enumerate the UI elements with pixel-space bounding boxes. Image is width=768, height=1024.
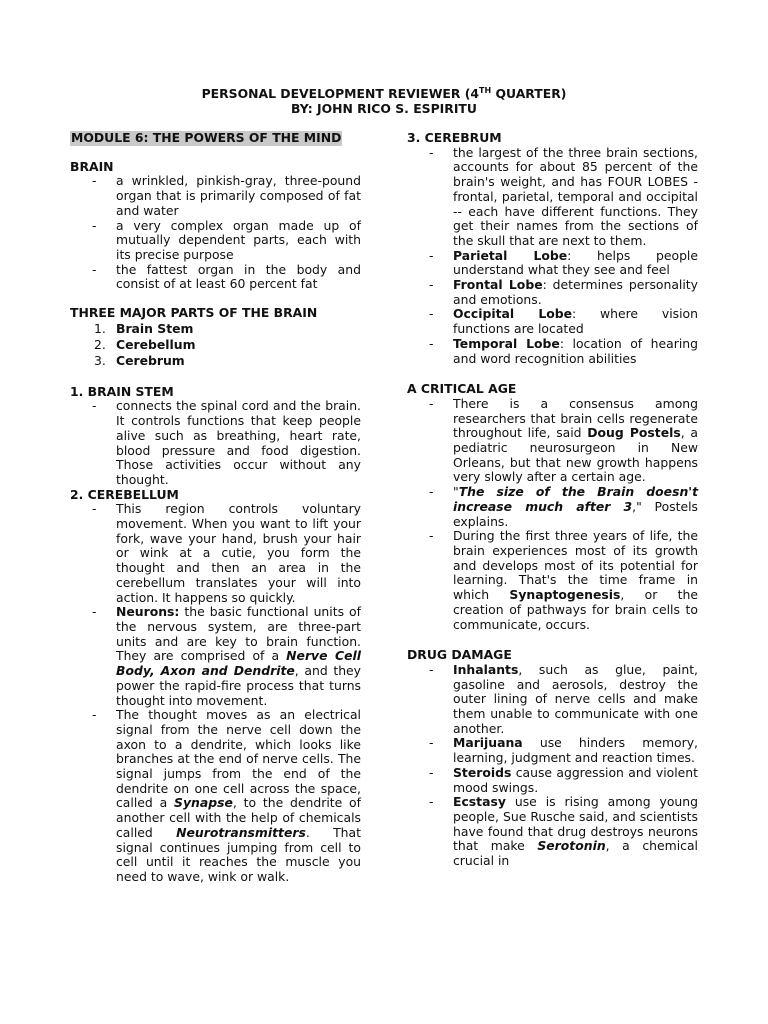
brain-list [70,174,361,292]
module-heading: MODULE 6: THE POWERS OF THE MIND [71,130,342,145]
term-synaptogenesis: Synaptogenesis [509,587,621,603]
list-item [70,321,361,337]
list-item [407,766,698,795]
text: , a pediatric neurosurgeon in New Orleans, but that new growth happens very slowly after a certain age. [453,425,698,485]
list-label: Brain Stem [116,320,194,336]
list-item [70,353,361,369]
list-item: - a very complex organ made up of mutually dependent parts, each with its precise purpose [70,219,361,263]
list-item [407,278,698,307]
list-item [407,485,698,529]
text: : determines personality and emotions. [453,277,698,307]
term-neurons: Neurons: [116,604,180,620]
cerebrum-heading: 3. CEREBRUM [407,130,502,145]
text: ," Postels explains. [453,498,698,529]
text: the basic functional units of the nervous system, are three-part units and are key to brain function. They are comprised of a [116,604,361,664]
cerebellum-list [70,502,361,884]
brain-heading: BRAIN [70,158,114,174]
critical-age-heading: A CRITICAL AGE [407,381,517,397]
parts-list [70,321,361,369]
term-frontal-lobe: Frontal Lobe [453,277,543,293]
term-temporal-lobe: Temporal Lobe [453,335,560,351]
list-item [407,663,698,737]
list-item [407,795,698,869]
list-number: 1. [94,320,106,336]
document-author: BY: JOHN RICO S. ESPIRITU [291,101,477,116]
brain-stem-list [70,399,361,487]
list-item: - the largest of the three brain sections, accounts for about 85 percent of the brain's weight, and has FOUR LOBES - frontal, parietal, temporal and occipital -- each have different functions. They get their names from the sections of the skull that are next to them. [407,146,698,249]
text: , a chemical crucial in [453,838,698,869]
list-item [407,337,698,366]
cerebrum-list [407,146,698,367]
quote-text: The size of the Brain doesn't increase much after 3 [453,484,698,514]
text: use hinders memory, learning, judgment and reaction times. [453,735,698,766]
text: " [453,484,459,500]
list-number: 2. [94,336,106,352]
list-item [407,736,698,765]
term-neurotransmitters: Neurotransmitters [176,824,306,840]
term-synapse: Synapse [174,795,233,811]
list-label: Cerebellum [116,336,196,352]
term-steroids: Steroids [453,764,512,780]
drug-damage-heading: DRUG DAMAGE [407,647,512,663]
text: , or the creation of pathways for brain cells to communicate, occurs. [453,587,698,632]
term-ecstasy: Ecstasy [453,794,506,810]
list-item: - connects the spinal cord and the brain. It controls functions that keep people alive such as breathing, heart rate, blood pressure and food digestion. Those activities occur without any thought. [70,399,361,487]
text: , such as glue, paint, gasoline and aerosols, destroy the outer lining of nerve cells and make them unable to communicate with one another. [453,661,698,736]
text: cause aggression and violent mood swings. [453,764,698,795]
list-item [70,605,361,708]
text: The thought moves as an electrical signal from the nerve cell down the axon to a dendrite, which looks like branches at the end of nerve cells. The signal jumps from the end of the dendrite on one cell across the space, called a [116,707,361,811]
document-title-block [0,86,768,116]
title-text: PERSONAL DEVELOPMENT REVIEWER (4 [201,86,480,101]
term-serotonin: Serotonin [537,838,606,854]
left-column [70,131,361,885]
brain-stem-heading: 1. BRAIN STEM [70,383,174,399]
text: During the first three years of life, the brain experiences most of its growth and develops most of its potential for learning. That's the time frame in which [453,528,698,603]
term-marijuana: Marijuana [453,735,523,751]
text: use is rising among young people, Sue Rusche said, and scientists have found that drug destroys neurons that make [453,794,698,854]
list-item [407,529,698,632]
title-superscript: TH [479,85,492,95]
right-column [407,131,698,869]
parts-heading: THREE MAJOR PARTS OF THE BRAIN [70,305,318,321]
document-title [0,86,768,101]
list-item [407,397,698,485]
critical-age-list [407,397,698,632]
term-neuron-parts: Nerve Cell Body, Axon and Dendrite [116,648,361,679]
list-label: Cerebrum [116,352,185,368]
list-item: - a wrinkled, pinkish-gray, three-pound organ that is primarily composed of fat and water [70,174,361,218]
term-parietal-lobe: Parietal Lobe [453,247,568,263]
text: There is a consensus among researchers that brain cells regenerate throughout life, said [453,395,698,441]
list-number: 3. [94,352,106,368]
list-item [70,337,361,353]
text: , and they power the rapid-fire process that turns thought into movement. [116,663,362,708]
name-doug-postels: Doug Postels [587,425,681,441]
text: , to the dendrite of another cell with the help of chemicals called [116,795,362,840]
text: : where vision functions are located [453,306,698,337]
cerebellum-heading: 2. CEREBELLUM [70,486,179,502]
drug-damage-list [407,663,698,869]
term-occipital-lobe: Occipital Lobe [453,306,572,322]
list-item [407,307,698,336]
list-item [70,708,361,884]
list-item [407,249,698,278]
text: : location of hearing and word recognition abilities [453,335,699,366]
list-item: - the fattest organ in the body and consist of at least 60 percent fat [70,263,361,292]
text: : helps people understand what they see and feel [453,247,698,278]
text: . That signal continues jumping from cell to cell until it reaches the muscle you need to wave, wink or walk. [116,824,361,884]
title-text-end: QUARTER) [491,86,567,101]
term-inhalants: Inhalants [453,661,519,677]
list-item: - This region controls voluntary movement. When you want to lift your fork, wave your hand, brush your hair or wink at a cutie, you form the thought and then an area in the cerebellum translates your will into action. It happens so quickly. [70,502,361,605]
